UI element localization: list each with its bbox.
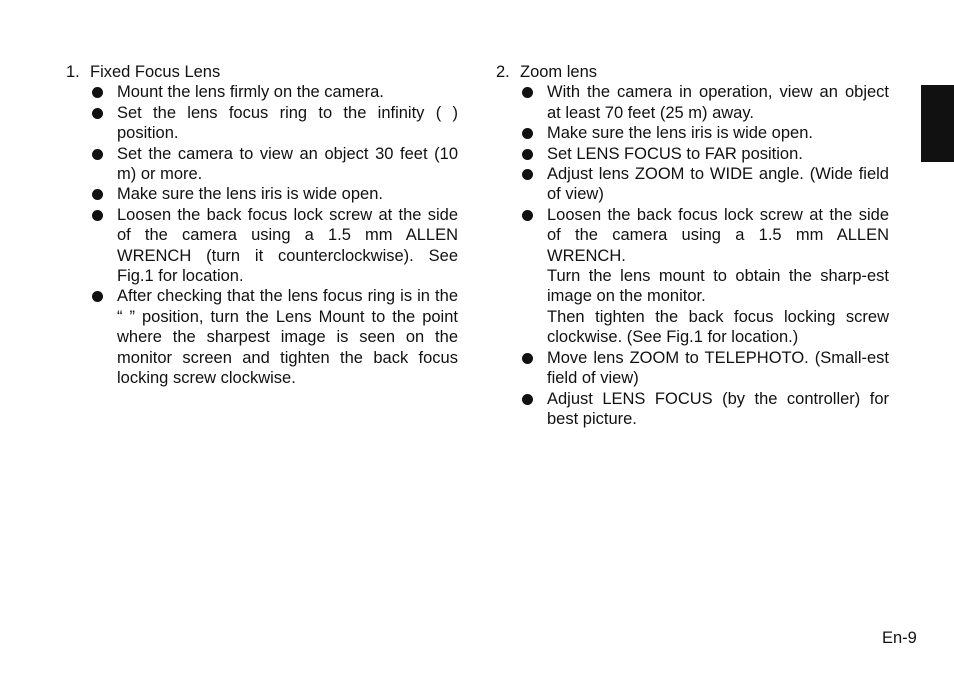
item-text: Move lens ZOOM to TELEPHOTO. (Small-est field of view)	[547, 348, 889, 388]
item-text: With the camera in operation, view an object at least 70 feet (25 m) away.	[547, 83, 889, 122]
item-text: Then tighten the back focus locking screw clockwise. (See Fig.1 for location.)	[547, 307, 889, 347]
item-text: After checking that the lens focus ring is in the “ ” position, turn the Lens Mount to the point where the sharpest image is seen on the monitor screen and tighten the back focus locking screw clockwise.	[117, 287, 458, 388]
bullet-icon	[92, 108, 103, 119]
bullet-icon	[92, 189, 103, 200]
item-text: Mount the lens firmly on the camera.	[117, 83, 384, 102]
section-heading	[66, 62, 458, 82]
bullet-icon	[522, 87, 533, 98]
bullet-icon	[522, 394, 533, 405]
list-item	[522, 389, 889, 430]
bullet-icon	[522, 149, 533, 160]
list-item	[522, 82, 889, 123]
list-item	[92, 286, 458, 388]
item-text: Adjust lens ZOOM to WIDE angle. (Wide field of view)	[547, 165, 889, 204]
list-item	[522, 123, 889, 143]
item-text: Set the camera to view an object 30 feet (10 m) or more.	[117, 144, 458, 184]
list-item	[522, 348, 889, 389]
section-heading	[496, 62, 889, 82]
list-item	[522, 144, 889, 164]
instruction-list	[496, 82, 889, 429]
bullet-icon	[92, 87, 103, 98]
bullet-icon	[522, 169, 533, 180]
item-text: Make sure the lens iris is wide open.	[117, 185, 383, 204]
item-text: Turn the lens mount to obtain the sharp-est image on the monitor.	[547, 267, 889, 306]
list-item	[92, 184, 458, 204]
list-item	[92, 103, 458, 144]
item-text: Set the lens focus ring to the infinity ( ) position.	[117, 103, 458, 143]
item-text: Loosen the back focus lock screw at the side of the camera using a 1.5 mm ALLEN WRENCH.	[547, 205, 889, 265]
bullet-icon	[522, 353, 533, 364]
item-text: Loosen the back focus lock screw at the side of the camera using a 1.5 mm ALLEN WRENCH (turn it counterclockwise). See Fig.1 for location.	[117, 205, 458, 286]
bullet-icon	[522, 210, 533, 221]
language-tab-marker	[921, 85, 954, 162]
section-number: 1.	[66, 63, 80, 81]
list-item	[92, 205, 458, 287]
item-text: Make sure the lens iris is wide open.	[547, 124, 813, 143]
list-item	[522, 164, 889, 205]
section-number: 2.	[496, 63, 510, 81]
item-text: Set LENS FOCUS to FAR position.	[547, 144, 803, 163]
list-item	[522, 205, 889, 348]
bullet-icon	[522, 128, 533, 139]
section-fixed-focus-lens	[66, 62, 458, 389]
list-item	[92, 82, 458, 102]
section-title: Fixed Focus Lens	[90, 63, 221, 81]
bullet-icon	[92, 291, 103, 302]
item-text: Adjust LENS FOCUS (by the controller) for best picture.	[547, 389, 889, 428]
section-zoom-lens	[496, 62, 889, 429]
bullet-icon	[92, 149, 103, 160]
instruction-list	[66, 82, 458, 388]
list-item	[92, 144, 458, 185]
page-number: En-9	[882, 629, 917, 647]
bullet-icon	[92, 210, 103, 221]
section-title: Zoom lens	[520, 63, 598, 81]
